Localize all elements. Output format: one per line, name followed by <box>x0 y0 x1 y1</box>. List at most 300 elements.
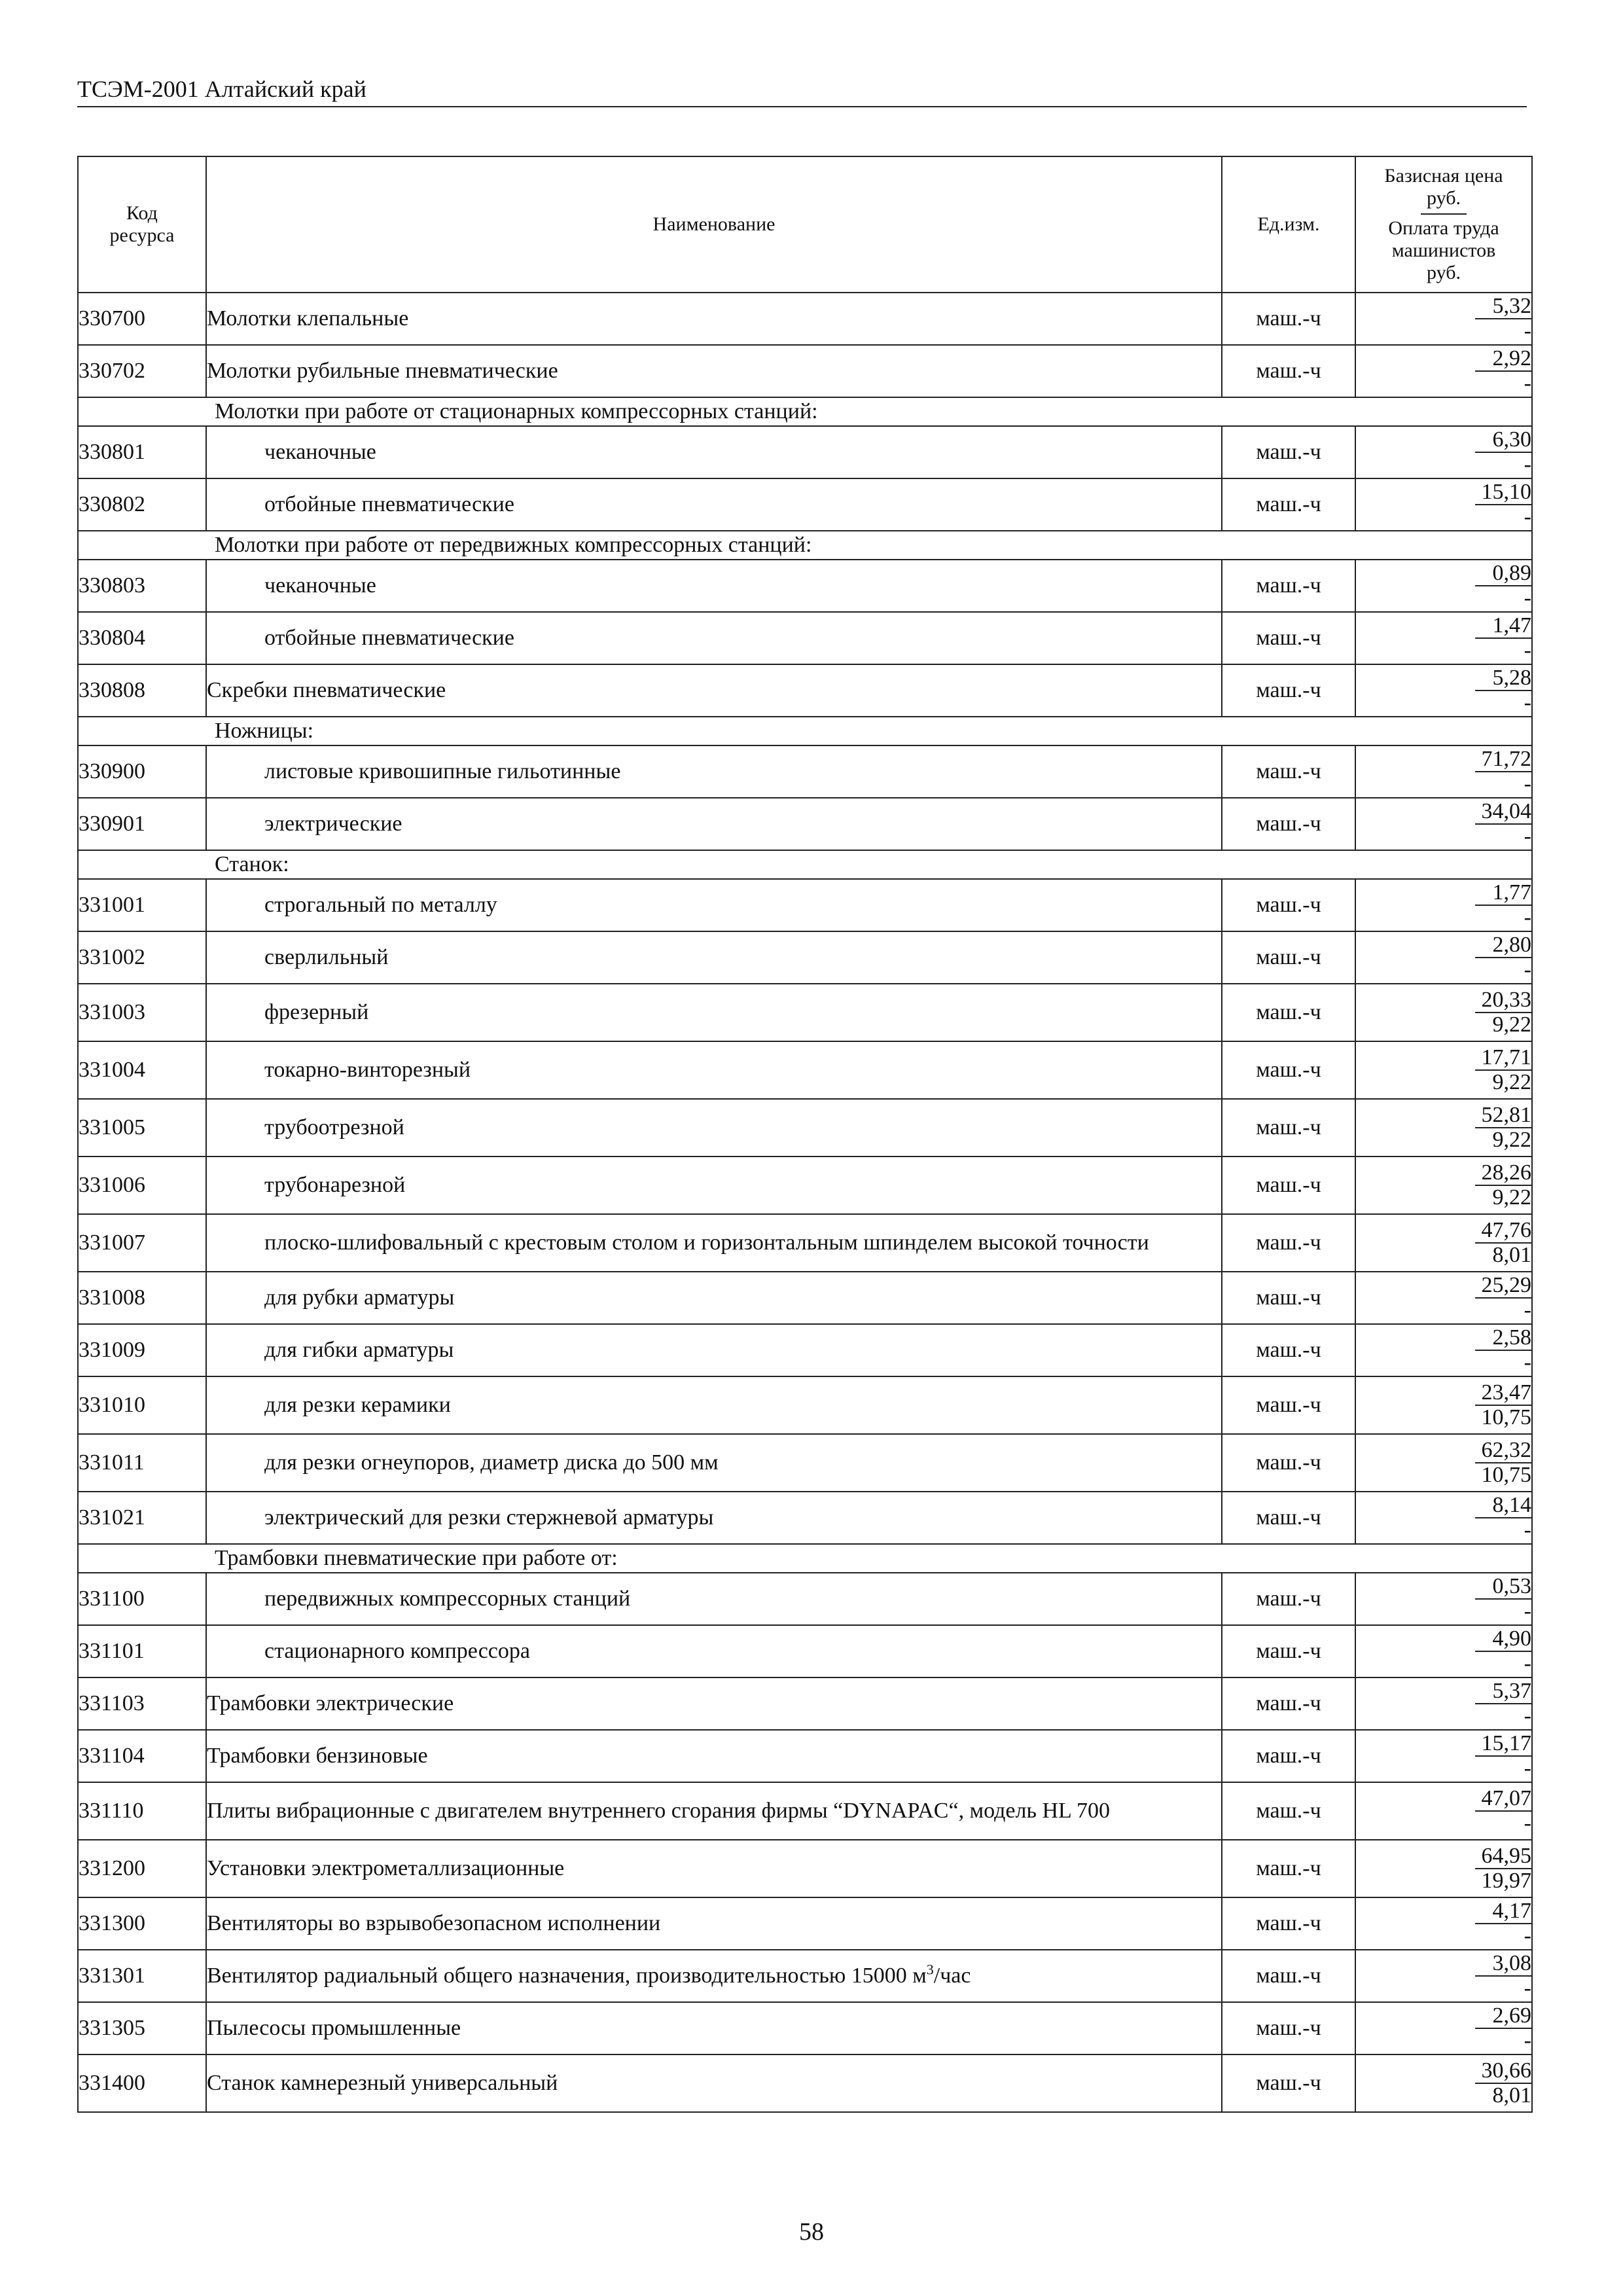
table-row <box>78 1625 1532 1677</box>
resource-code: 330900 <box>78 745 206 798</box>
price-fraction <box>1356 1732 1531 1780</box>
unit-of-measure: маш.-ч <box>1222 612 1355 664</box>
operator-wage: - <box>1524 824 1531 848</box>
unit-of-measure: маш.-ч <box>1222 560 1355 612</box>
header-price-line1: Базисная цена <box>1384 165 1503 187</box>
unit-of-measure: маш.-ч <box>1222 426 1355 478</box>
base-price: 15,17 <box>1475 1732 1531 1757</box>
table-row <box>78 1573 1532 1625</box>
resource-name-text: фрезерный <box>264 1000 369 1024</box>
unit-of-measure: маш.-ч <box>1222 1272 1355 1324</box>
price-fraction <box>1356 1219 1531 1267</box>
unit-of-measure: маш.-ч <box>1222 2054 1355 2112</box>
operator-wage: 19,97 <box>1481 1869 1531 1893</box>
resource-name <box>206 1376 1222 1434</box>
base-price: 4,90 <box>1475 1627 1531 1652</box>
unit-of-measure: маш.-ч <box>1222 1214 1355 1272</box>
group-header-row <box>78 1544 1532 1573</box>
operator-wage: - <box>1524 772 1531 796</box>
price-fraction <box>1356 295 1531 343</box>
resource-name <box>206 293 1222 345</box>
table-row <box>78 1376 1532 1434</box>
unit-exponent: 3 <box>926 1961 934 1978</box>
price-fraction <box>1356 1844 1531 1893</box>
resource-name <box>206 2054 1222 2112</box>
base-price: 52,81 <box>1475 1103 1531 1128</box>
base-price: 2,58 <box>1475 1326 1531 1351</box>
price-cell <box>1355 984 1532 1041</box>
price-cell <box>1355 478 1532 531</box>
price-fraction <box>1356 2059 1531 2108</box>
resource-code: 331021 <box>78 1492 206 1544</box>
resource-name <box>206 1157 1222 1214</box>
price-fraction <box>1356 1103 1531 1152</box>
resource-code: 330700 <box>78 293 206 345</box>
base-price: 47,07 <box>1475 1787 1531 1812</box>
resource-name <box>206 1950 1222 2002</box>
resource-code: 331100 <box>78 1573 206 1625</box>
resource-code: 331009 <box>78 1324 206 1376</box>
operator-wage: 9,22 <box>1492 1128 1531 1152</box>
base-price: 3,08 <box>1475 1952 1531 1977</box>
resource-name-text: трубоотрезной <box>264 1115 404 1139</box>
header-price-line2: руб. <box>1427 187 1461 209</box>
resource-code: 330803 <box>78 560 206 612</box>
resource-name <box>206 560 1222 612</box>
resource-table <box>77 156 1533 2113</box>
price-fraction <box>1356 1899 1531 1948</box>
operator-wage: - <box>1524 319 1531 343</box>
resource-code: 331300 <box>78 1897 206 1950</box>
price-fraction <box>1356 2004 1531 2053</box>
resource-name-text: листовые кривошипные гильотинные <box>264 759 621 783</box>
table-row <box>78 426 1532 478</box>
operator-wage: 9,22 <box>1492 1185 1531 1210</box>
table-row <box>78 984 1532 1041</box>
resource-name <box>206 1272 1222 1324</box>
resource-name-text: Пылесосы промышленные <box>207 2016 461 2040</box>
operator-wage: - <box>1524 1599 1531 1623</box>
resource-name <box>206 1099 1222 1157</box>
table-row <box>78 1730 1532 1782</box>
unit-of-measure: маш.-ч <box>1222 1677 1355 1730</box>
group-title: Трамбовки пневматические при работе от: <box>78 1544 1532 1573</box>
price-fraction <box>1356 1381 1531 1429</box>
unit-of-measure: маш.-ч <box>1222 1782 1355 1840</box>
price-fraction <box>1356 562 1531 610</box>
price-cell <box>1355 1782 1532 1840</box>
table-row <box>78 879 1532 931</box>
group-title: Молотки при работе от передвижных компрессорных станций: <box>78 531 1532 560</box>
base-price: 23,47 <box>1475 1381 1531 1406</box>
resource-name <box>206 426 1222 478</box>
operator-wage: - <box>1524 1518 1531 1542</box>
base-price: 62,32 <box>1475 1439 1531 1463</box>
unit-of-measure: маш.-ч <box>1222 1950 1355 2002</box>
base-price: 1,47 <box>1475 614 1531 639</box>
unit-of-measure: маш.-ч <box>1222 1492 1355 1544</box>
resource-name-text: Вентиляторы во взрывобезопасном исполнении <box>207 1911 661 1935</box>
table-row <box>78 1782 1532 1840</box>
table-row <box>78 1324 1532 1376</box>
operator-wage: - <box>1524 1756 1531 1780</box>
group-header-row <box>78 717 1532 745</box>
price-cell <box>1355 1625 1532 1677</box>
price-fraction <box>1356 614 1531 662</box>
base-price: 30,66 <box>1475 2059 1531 2084</box>
resource-code: 330804 <box>78 612 206 664</box>
table-row <box>78 2002 1532 2054</box>
resource-code: 330702 <box>78 345 206 397</box>
resource-name-text: стационарного компрессора <box>264 1639 530 1663</box>
price-fraction <box>1356 480 1531 529</box>
price-cell <box>1355 612 1532 664</box>
operator-wage: - <box>1524 2028 1531 2053</box>
price-cell <box>1355 1157 1532 1214</box>
operator-wage: - <box>1524 1924 1531 1948</box>
base-price: 20,33 <box>1475 988 1531 1013</box>
price-cell <box>1355 1573 1532 1625</box>
resource-name <box>206 1492 1222 1544</box>
price-fraction <box>1356 1627 1531 1676</box>
unit-of-measure: маш.-ч <box>1222 293 1355 345</box>
resource-name-text: Установки электрометаллизационные <box>207 1856 565 1880</box>
operator-wage: - <box>1524 505 1531 529</box>
table-row <box>78 612 1532 664</box>
table-row <box>78 1840 1532 1897</box>
resource-name-text: Станок камнерезный универсальный <box>207 2071 558 2095</box>
resource-name <box>206 1782 1222 1840</box>
resource-code: 331400 <box>78 2054 206 2112</box>
price-fraction <box>1356 988 1531 1037</box>
resource-name-text: отбойные пневматические <box>264 626 514 650</box>
resource-code: 331008 <box>78 1272 206 1324</box>
price-fraction <box>1356 1575 1531 1623</box>
price-fraction <box>1356 666 1531 715</box>
resource-name <box>206 1625 1222 1677</box>
price-cell <box>1355 931 1532 984</box>
price-cell <box>1355 1897 1532 1950</box>
unit-of-measure: маш.-ч <box>1222 1376 1355 1434</box>
base-price: 1,77 <box>1475 881 1531 906</box>
price-cell <box>1355 798 1532 850</box>
resource-name-text: для рубки арматуры <box>264 1285 455 1310</box>
operator-wage: - <box>1524 586 1531 610</box>
resource-name <box>206 984 1222 1041</box>
header-price-line3: Оплата труда <box>1388 217 1499 239</box>
unit-of-measure: маш.-ч <box>1222 745 1355 798</box>
table-row <box>78 745 1532 798</box>
resource-code: 330802 <box>78 478 206 531</box>
unit-of-measure: маш.-ч <box>1222 1324 1355 1376</box>
resource-code: 331011 <box>78 1434 206 1492</box>
base-price: 5,32 <box>1475 295 1531 319</box>
resource-name <box>206 1434 1222 1492</box>
group-title: Ножницы: <box>78 717 1532 745</box>
price-cell <box>1355 1041 1532 1099</box>
resource-code: 331004 <box>78 1041 206 1099</box>
price-fraction <box>1356 347 1531 395</box>
price-cell <box>1355 2054 1532 2112</box>
unit-of-measure: маш.-ч <box>1222 1157 1355 1214</box>
base-price: 0,53 <box>1475 1575 1531 1600</box>
table-row <box>78 1214 1532 1272</box>
table-header-row <box>78 156 1532 293</box>
operator-wage: - <box>1524 1651 1531 1676</box>
resource-code: 331001 <box>78 879 206 931</box>
base-price: 71,72 <box>1475 747 1531 772</box>
price-cell <box>1355 560 1532 612</box>
resource-name-text: Плиты вибрационные с двигателем внутреннего сгорания фирмы “DYNAPAC“, модель HL 700 <box>207 1799 1111 1823</box>
base-price: 5,37 <box>1475 1679 1531 1704</box>
resource-code: 331010 <box>78 1376 206 1434</box>
resource-name <box>206 2002 1222 2054</box>
table-row <box>78 798 1532 850</box>
operator-wage: 8,01 <box>1492 1243 1531 1267</box>
operator-wage: 9,22 <box>1492 1013 1531 1037</box>
base-price: 25,29 <box>1475 1274 1531 1299</box>
unit-of-measure: маш.-ч <box>1222 345 1355 397</box>
price-fraction <box>1356 1439 1531 1487</box>
resource-name <box>206 1324 1222 1376</box>
price-fraction <box>1356 1326 1531 1374</box>
resource-name-text: сверлильный <box>264 945 389 969</box>
resource-name-text: передвижных компрессорных станций <box>264 1587 631 1611</box>
price-cell <box>1355 1099 1532 1157</box>
operator-wage: - <box>1524 1976 1531 2000</box>
unit-of-measure: маш.-ч <box>1222 1434 1355 1492</box>
base-price: 2,80 <box>1475 933 1531 958</box>
resource-name <box>206 345 1222 397</box>
price-fraction <box>1356 933 1531 982</box>
resource-code: 330808 <box>78 664 206 717</box>
base-price: 2,69 <box>1475 2004 1531 2029</box>
operator-wage: 10,75 <box>1481 1405 1531 1429</box>
header-price <box>1355 156 1532 293</box>
header-price-divider <box>1421 213 1467 215</box>
resource-name-text: трубонарезной <box>264 1173 406 1197</box>
price-cell <box>1355 1492 1532 1544</box>
resource-name-text: чеканочные <box>264 573 376 598</box>
unit-of-measure: маш.-ч <box>1222 1730 1355 1782</box>
table-row <box>78 1272 1532 1324</box>
resource-name-text: плоско-шлифовальный с крестовым столом и горизонтальным шпинделем высокой точности <box>264 1230 1149 1255</box>
resource-name-text: для гибки арматуры <box>264 1338 454 1362</box>
price-fraction <box>1356 428 1531 476</box>
resource-code: 331110 <box>78 1782 206 1840</box>
price-cell <box>1355 2002 1532 2054</box>
unit-of-measure: маш.-ч <box>1222 1573 1355 1625</box>
table-row <box>78 1041 1532 1099</box>
resource-code: 331305 <box>78 2002 206 2054</box>
resource-name-text: Трамбовки электрические <box>207 1691 454 1715</box>
price-fraction <box>1356 800 1531 848</box>
base-price: 34,04 <box>1475 800 1531 825</box>
resource-name-text: Скребки пневматические <box>207 678 446 702</box>
price-fraction <box>1356 1679 1531 1728</box>
operator-wage: - <box>1524 958 1531 982</box>
unit-of-measure: маш.-ч <box>1222 2002 1355 2054</box>
table-row <box>78 931 1532 984</box>
price-fraction <box>1356 1787 1531 1835</box>
group-title: Молотки при работе от стационарных компрессорных станций: <box>78 397 1532 426</box>
resource-name-text: Молотки клепальные <box>207 306 409 331</box>
running-head: ТСЭМ-2001 Алтайский край <box>77 73 1527 107</box>
resource-name <box>206 798 1222 850</box>
price-fraction <box>1356 1274 1531 1322</box>
resource-name <box>206 1214 1222 1272</box>
resource-name-tail: /час <box>933 1964 971 1988</box>
resource-name-text: строгальный по металлу <box>264 893 497 917</box>
resource-code: 331007 <box>78 1214 206 1272</box>
table-row <box>78 345 1532 397</box>
base-price: 6,30 <box>1475 428 1531 453</box>
resource-name <box>206 1897 1222 1950</box>
header-price-line5: руб. <box>1427 262 1461 283</box>
resource-code: 331101 <box>78 1625 206 1677</box>
header-unit: Ед.изм. <box>1222 156 1355 293</box>
unit-of-measure: маш.-ч <box>1222 879 1355 931</box>
table-row <box>78 1099 1532 1157</box>
unit-of-measure: маш.-ч <box>1222 1897 1355 1950</box>
table-row <box>78 1157 1532 1214</box>
price-fraction <box>1356 747 1531 796</box>
resource-name <box>206 612 1222 664</box>
table-row <box>78 1950 1532 2002</box>
resource-name-text: электрические <box>264 812 402 836</box>
operator-wage: 9,22 <box>1492 1070 1531 1094</box>
group-header-row <box>78 850 1532 879</box>
operator-wage: - <box>1524 1811 1531 1835</box>
table-row <box>78 1677 1532 1730</box>
price-fraction <box>1356 881 1531 929</box>
unit-of-measure: маш.-ч <box>1222 664 1355 717</box>
table-row <box>78 1492 1532 1544</box>
operator-wage: - <box>1524 638 1531 662</box>
resource-code: 331003 <box>78 984 206 1041</box>
resource-name <box>206 1677 1222 1730</box>
resource-name <box>206 1840 1222 1897</box>
price-cell <box>1355 293 1532 345</box>
resource-name-text: электрический для резки стержневой арматуры <box>264 1505 714 1530</box>
price-fraction <box>1356 1494 1531 1542</box>
operator-wage: - <box>1524 1298 1531 1322</box>
resource-name <box>206 664 1222 717</box>
price-cell <box>1355 345 1532 397</box>
table-row <box>78 2054 1532 2112</box>
price-cell <box>1355 1677 1532 1730</box>
table-body <box>78 293 1532 2112</box>
operator-wage: - <box>1524 905 1531 929</box>
resource-name-text: Трамбовки бензиновые <box>207 1744 428 1768</box>
unit-of-measure: маш.-ч <box>1222 984 1355 1041</box>
price-cell <box>1355 1840 1532 1897</box>
resource-code: 331104 <box>78 1730 206 1782</box>
resource-name-text: для резки огнеупоров, диаметр диска до 500 мм <box>264 1450 719 1475</box>
table-row <box>78 1897 1532 1950</box>
unit-of-measure: маш.-ч <box>1222 478 1355 531</box>
table-row <box>78 560 1532 612</box>
group-header-row <box>78 397 1532 426</box>
table-row <box>78 478 1532 531</box>
resource-code: 331301 <box>78 1950 206 2002</box>
resource-code: 331103 <box>78 1677 206 1730</box>
resource-code: 331006 <box>78 1157 206 1214</box>
unit-of-measure: маш.-ч <box>1222 931 1355 984</box>
base-price: 0,89 <box>1475 562 1531 586</box>
resource-name <box>206 1041 1222 1099</box>
price-fraction <box>1356 1952 1531 2000</box>
resource-name <box>206 931 1222 984</box>
resource-code: 331200 <box>78 1840 206 1897</box>
operator-wage: - <box>1524 1704 1531 1728</box>
resource-code: 330801 <box>78 426 206 478</box>
price-cell <box>1355 1214 1532 1272</box>
base-price: 28,26 <box>1475 1161 1531 1186</box>
operator-wage: - <box>1524 452 1531 476</box>
price-fraction <box>1356 1161 1531 1210</box>
price-cell <box>1355 1730 1532 1782</box>
resource-name-text: для резки керамики <box>264 1393 451 1417</box>
resource-name-text: чеканочные <box>264 440 376 464</box>
base-price: 4,17 <box>1475 1899 1531 1924</box>
resource-name-text: Молотки рубильные пневматические <box>207 359 558 383</box>
resource-name <box>206 478 1222 531</box>
header-name: Наименование <box>206 156 1222 293</box>
base-price: 8,14 <box>1475 1494 1531 1518</box>
operator-wage: - <box>1524 371 1531 395</box>
price-cell <box>1355 1376 1532 1434</box>
header-code-line2: ресурса <box>109 224 175 246</box>
resource-name-text: отбойные пневматические <box>264 492 514 516</box>
price-cell <box>1355 1434 1532 1492</box>
price-cell <box>1355 1324 1532 1376</box>
header-code <box>78 156 206 293</box>
operator-wage: 8,01 <box>1492 2083 1531 2108</box>
group-title: Станок: <box>78 850 1532 879</box>
table-row <box>78 1434 1532 1492</box>
resource-name <box>206 745 1222 798</box>
resource-name-text: Вентилятор радиальный общего назначения, производительностью 15000 м <box>207 1964 927 1988</box>
base-price: 17,71 <box>1475 1046 1531 1071</box>
resource-code: 331005 <box>78 1099 206 1157</box>
resource-name <box>206 1573 1222 1625</box>
price-cell <box>1355 1950 1532 2002</box>
resource-name <box>206 1730 1222 1782</box>
resource-name <box>206 879 1222 931</box>
base-price: 15,10 <box>1475 480 1531 505</box>
price-cell <box>1355 745 1532 798</box>
table-row <box>78 664 1532 717</box>
price-cell <box>1355 426 1532 478</box>
operator-wage: - <box>1524 691 1531 715</box>
base-price: 2,92 <box>1475 347 1531 372</box>
unit-of-measure: маш.-ч <box>1222 1099 1355 1157</box>
unit-of-measure: маш.-ч <box>1222 798 1355 850</box>
resource-code: 331002 <box>78 931 206 984</box>
price-cell <box>1355 1272 1532 1324</box>
header-code-line1: Код <box>126 202 158 224</box>
operator-wage: 10,75 <box>1481 1463 1531 1487</box>
header-price-line4: машинистов <box>1391 240 1496 261</box>
unit-of-measure: маш.-ч <box>1222 1041 1355 1099</box>
resource-name-text: токарно-винторезный <box>264 1058 471 1082</box>
base-price: 5,28 <box>1475 666 1531 691</box>
group-header-row <box>78 531 1532 560</box>
base-price: 64,95 <box>1475 1844 1531 1869</box>
page-number: 58 <box>799 2218 824 2246</box>
base-price: 47,76 <box>1475 1219 1531 1244</box>
